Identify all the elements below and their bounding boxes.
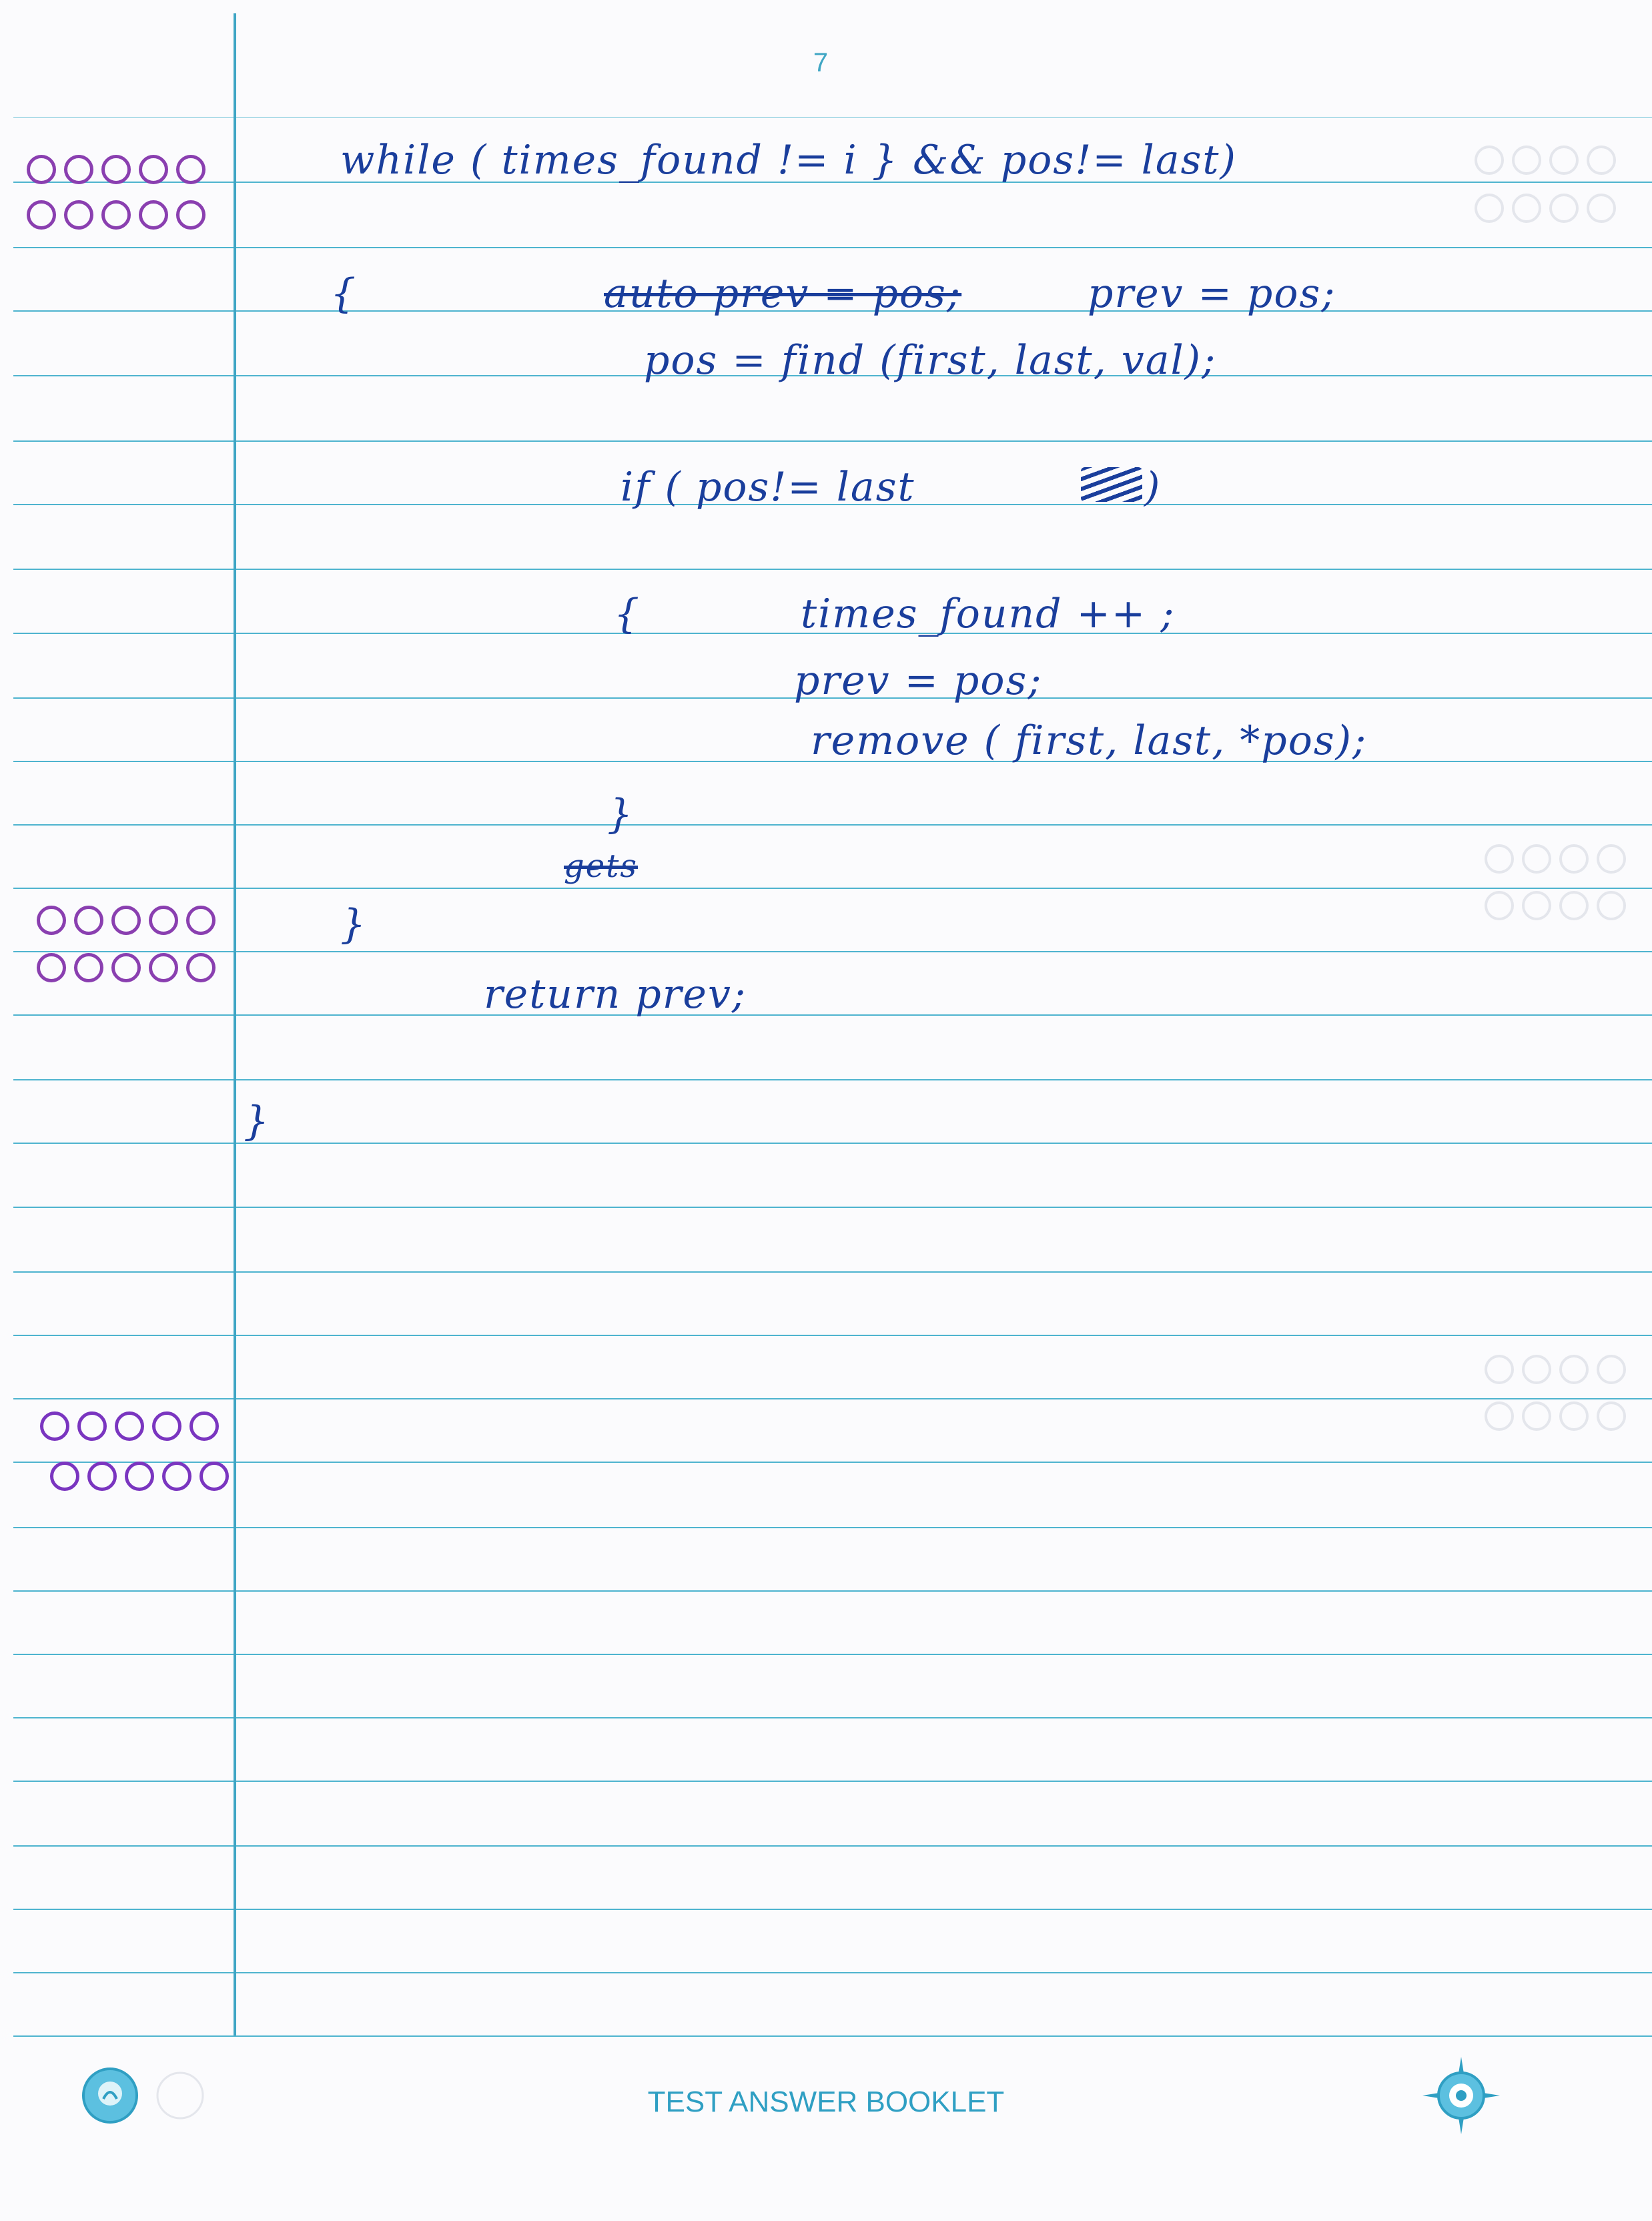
- code-line: {: [330, 270, 358, 317]
- ghost-bubbles: [1485, 891, 1634, 923]
- code-line: }: [340, 901, 368, 948]
- ghost-bubbles: [1485, 1401, 1634, 1434]
- code-line: }: [607, 791, 635, 838]
- ruled-line: [13, 1845, 1652, 1847]
- ruled-line: [13, 247, 1652, 248]
- code-line: times_found ++ ;: [801, 591, 1176, 637]
- code-line: if ( pos!= last: [621, 464, 929, 511]
- ghost-bubbles: [1475, 194, 1624, 226]
- ruled-line: [13, 1014, 1652, 1016]
- code-line: pos = find (first, last, val);: [644, 337, 1217, 384]
- code-line: ): [1144, 464, 1162, 511]
- bubble-row: [50, 1462, 237, 1498]
- bubble-row: [27, 155, 214, 191]
- bubble-row: [37, 906, 224, 942]
- compass-emblem-icon: [1421, 2055, 1501, 2136]
- scribble-mark: [1081, 467, 1142, 502]
- ruled-line: [13, 1079, 1652, 1080]
- ruled-line: [13, 824, 1652, 826]
- ruled-line: [13, 888, 1652, 889]
- ruled-line: [13, 1654, 1652, 1655]
- ghost-bubbles: [1475, 145, 1624, 178]
- ruled-line: [13, 117, 1652, 118]
- ruled-line: [13, 951, 1652, 952]
- ruled-line: [13, 1909, 1652, 1910]
- ruled-line: [13, 569, 1652, 570]
- bubble-row: [40, 1411, 227, 1448]
- page-number: 7: [813, 48, 829, 77]
- ruled-line: [13, 1335, 1652, 1336]
- code-line: return prev;: [484, 971, 747, 1018]
- margin-line: [234, 13, 236, 2035]
- code-line: remove ( first, last, *pos);: [811, 717, 1368, 764]
- code-line-struck: gets: [564, 848, 639, 885]
- code-line: }: [244, 1098, 271, 1145]
- ruled-line: [13, 1527, 1652, 1528]
- ghost-bubbles: [1485, 844, 1634, 876]
- bubble-row: [27, 200, 214, 236]
- code-line: prev = pos;: [794, 657, 1043, 704]
- ruled-line: [13, 1398, 1652, 1399]
- code-line: while ( times_found != i } && pos!= last): [340, 137, 1237, 184]
- bubble-row: [37, 953, 224, 989]
- ruled-line: [13, 1207, 1652, 1208]
- ruled-line: [13, 1717, 1652, 1718]
- footer-title: TEST ANSWER BOOKLET: [647, 2086, 1005, 2118]
- ghost-bubbles: [1485, 1355, 1634, 1387]
- code-line: prev = pos;: [1088, 270, 1336, 317]
- code-line-struck: auto prev = pos;: [604, 270, 962, 317]
- ruled-line: [13, 1271, 1652, 1273]
- ruled-line: [13, 440, 1652, 442]
- code-line: {: [614, 591, 641, 637]
- ruled-line: [13, 1972, 1652, 1973]
- ruled-line: [13, 1462, 1652, 1463]
- ruled-line: [13, 1590, 1652, 1592]
- ruled-line: [13, 1781, 1652, 1782]
- ruled-line: [13, 2035, 1652, 2037]
